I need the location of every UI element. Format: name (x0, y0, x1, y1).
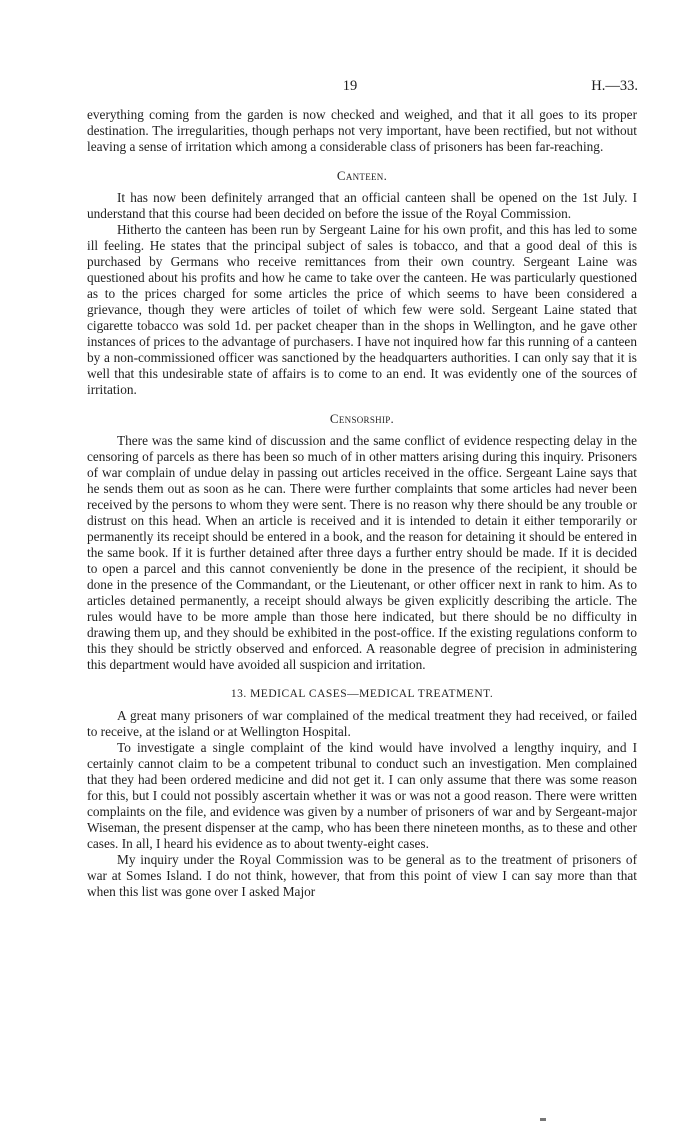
medical-paragraph-1: A great many prisoners of war complained of the medical treatment they had received, or failed to receive, at the island or at Wellington Hospital. (87, 708, 637, 739)
intro-paragraph: everything coming from the garden is now checked and weighed, and that it all goes to its proper destination. The irregularities, though perhaps not very important, have been rectified, but not without leaving a sense of irritation which among a considerable class of prisoners has been far-reaching. (87, 107, 637, 154)
page-header (0, 78, 700, 98)
canteen-paragraph-1: It has now been definitely arranged that an official canteen shall be opened on the 1st July. I understand that this course had been decided on before the issue of the Royal Commission. (87, 190, 637, 221)
censorship-paragraph-1: There was the same kind of discussion and the same conflict of evidence respecting delay in the censoring of parcels as there has been so much of in other matters arising during this inquiry. Prisoners of war complain of undue delay in passing out articles received in the office. Sergeant Laine says that he sends them out as soon as he can. There were further complaints that some articles had never been received by the persons to whom they were sent. There is no reason why there should be any trouble or distrust on this head. When an article is received and it is intended to detain it either temporarily or permanently its receipt should be entered in a book, and the reason for detaining it should be entered in the same book. If it is further detained after three days a further entry should be made. If it is decided to open a parcel and this cannot conveniently be done in the presence of the recipient, it should be done in the presence of the Commandant, or the Lieutenant, or other officer next in rank to him. As to articles detained permanently, a receipt should always be given explicitly describing the article. The rules would have to be more ample than those here indicated, but there should be no difficulty in drawing them up, and they should be exhibited in the post-office. If the existing regulations conform to this they should be strictly observed and enforced. A reasonable degree of precision in administering this department would have avoided all suspicion and irritation. (87, 433, 637, 672)
page-number: 19 (342, 78, 358, 94)
document-reference: H.—33. (591, 78, 638, 94)
canteen-paragraph-2: Hitherto the canteen has been run by Sergeant Laine for his own profit, and this has led to some ill feeling. He states that the principal subject of sales is tobacco, and that a good deal of this is purchased by Germans who receive remittances from their own country. Sergeant Laine was questioned about his profits and how he came to take over the canteen. He was particularly questioned as to the prices charged for some articles the price of which seems to have been considered a grievance, though they were articles of toilet of which few were sold. Sergeant Laine stated that cigarette tobacco was sold 1d. per packet cheaper than in the shops in Wellington, and he gave other instances of prices to the advantage of purchasers. I have not inquired how far this running of a canteen by a non-commissioned officer was sanctioned by the headquarters authorities. I can only say that it is well that this undesirable state of affairs is to come to an end. It was evidently one of the sources of irritation. (87, 222, 637, 397)
section-heading-censorship: Censorship. (329, 411, 395, 426)
section-heading-canteen: Canteen. (336, 168, 388, 183)
medical-paragraph-3: My inquiry under the Royal Commission was to be general as to the treatment of prisoners of war at Somes Island. I do not think, however, that from this point of view I can say more than that when this list was gone over I asked Major (87, 852, 637, 899)
section-heading-medical: 13. MEDICAL CASES—MEDICAL TREATMENT. (230, 688, 494, 700)
body-text (87, 107, 637, 900)
medical-paragraph-2: To investigate a single complaint of the kind would have involved a lengthy inquiry, and I certainly cannot claim to be a competent tribunal to conduct such an investigation. Men complained that they had been ordered medicine and did not get it. I can only assume that there was some reason for this, but I could not possibly ascertain whether it was or was not a good reason. There were written complaints on the file, and evidence was given by a number of prisoners of war and by Sergeant-major Wiseman, the present dispenser at the camp, who has been there nineteen months, as to these and other cases. In all, I heard his evidence as to about twenty-eight cases. (87, 740, 637, 851)
print-mark (540, 1118, 546, 1121)
